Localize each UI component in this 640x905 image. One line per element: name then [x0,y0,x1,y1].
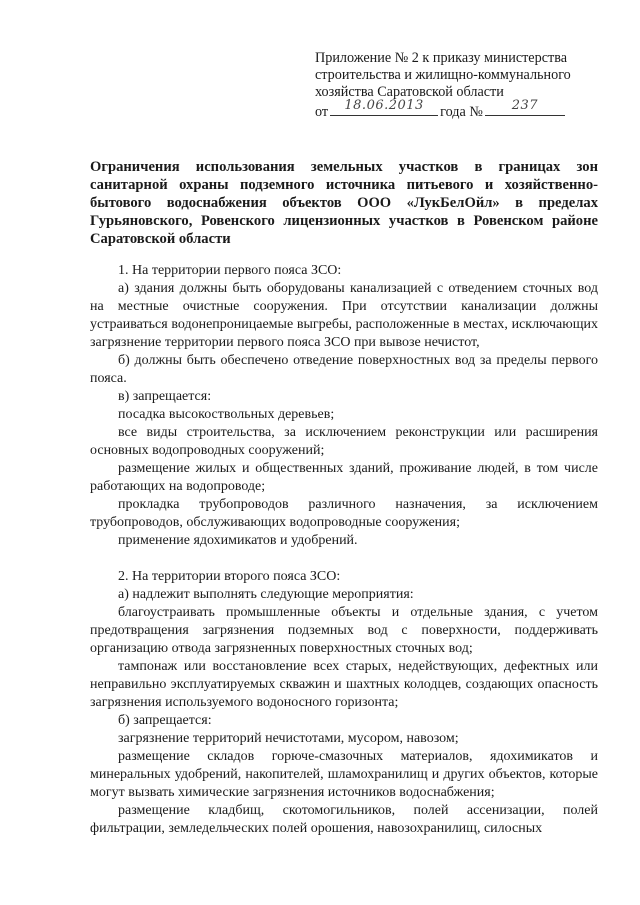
section-1-item: а) здания должны быть оборудованы канализацией с отведением сточных вод на местные очистные сооружения. При отсутствии канализации должны устраиваться водонепроницаемые выгребы, расположенные в местах, исключающих загрязнение территории первого пояса ЗСО при вывозе нечистот, [90,281,598,350]
section-2-item: размещение складов горюче-смазочных материалов, ядохимикатов и минеральных удобрений, накопителей, шламохранилищ и других объектов, которые могут вызвать химические загрязнения источников водоснабжения; [90,749,598,800]
section-2-title: 2. На территории второго пояса ЗСО: [118,569,341,584]
appendix-line-2: строительства и жилищно-коммунального [315,67,571,83]
document-title: Ограничения использования земельных участков в границах зон санитарной охраны подземного источника питьевого и хозяйственно-бытового водоснабжения объектов ООО «ЛукБелОйл» в пределах Гурьяновского, Ровенского лицензионных участков в Ровенском районе Саратовской области [90,159,598,247]
appendix-line-1: Приложение № 2 к приказу министерства [315,50,568,66]
section-1-title: 1. На территории первого пояса ЗСО: [118,263,342,278]
section-spacer [90,550,598,568]
section-2-item: а) надлежит выполнять следующие мероприятия: [118,587,414,602]
date-field [330,98,438,116]
section-1-item: прокладка трубопроводов различного назначения, за исключением трубопроводов, обслуживающих водопроводные сооружения; [90,497,598,530]
section-2-item: тампонаж или восстановление всех старых, недействующих, дефектных или неправильно эксплуатируемых скважин и шахтных колодцев, создающих опасность загрязнения используемого водоносного горизонта; [90,659,598,710]
section-1-item: размещение жилых и общественных зданий, проживание людей, в том числе работающих на водопроводе; [90,461,598,494]
section-1-item: посадка высокоствольных деревьев; [118,407,335,422]
handwritten-number: 237 [511,98,539,113]
appendix-line-3: хозяйства Саратовской области [315,84,504,100]
number-field [485,98,565,116]
appendix-header [315,50,605,121]
document-body [90,262,598,838]
section-1-item: применение ядохимикатов и удобрений. [118,533,358,548]
year-number-label: года № [440,104,483,120]
from-label: от [315,104,329,120]
section-1-item: все виды строительства, за исключением реконструкции или расширения основных водопроводных сооружений; [90,425,598,458]
handwritten-date: 18.06.2013 [344,98,424,113]
section-2-item: загрязнение территорий нечистотами, мусором, навозом; [118,731,459,746]
section-1-item: в) запрещается: [118,389,212,404]
section-2-item: размещение кладбищ, скотомогильников, полей ассенизации, полей фильтрации, земледельческих полей орошения, навозохранилищ, силосных [90,803,598,836]
section-1-item: б) должны быть обеспечено отведение поверхностных вод за пределы первого пояса. [90,353,598,386]
order-date-number-line [315,98,605,121]
section-2-item: б) запрещается: [118,713,212,728]
section-2-item: благоустраивать промышленные объекты и отдельные здания, с учетом предотвращения загрязнения подземных вод с поверхности, поддерживать организацию отвода загрязненных поверхностных сточных вод; [90,605,598,656]
